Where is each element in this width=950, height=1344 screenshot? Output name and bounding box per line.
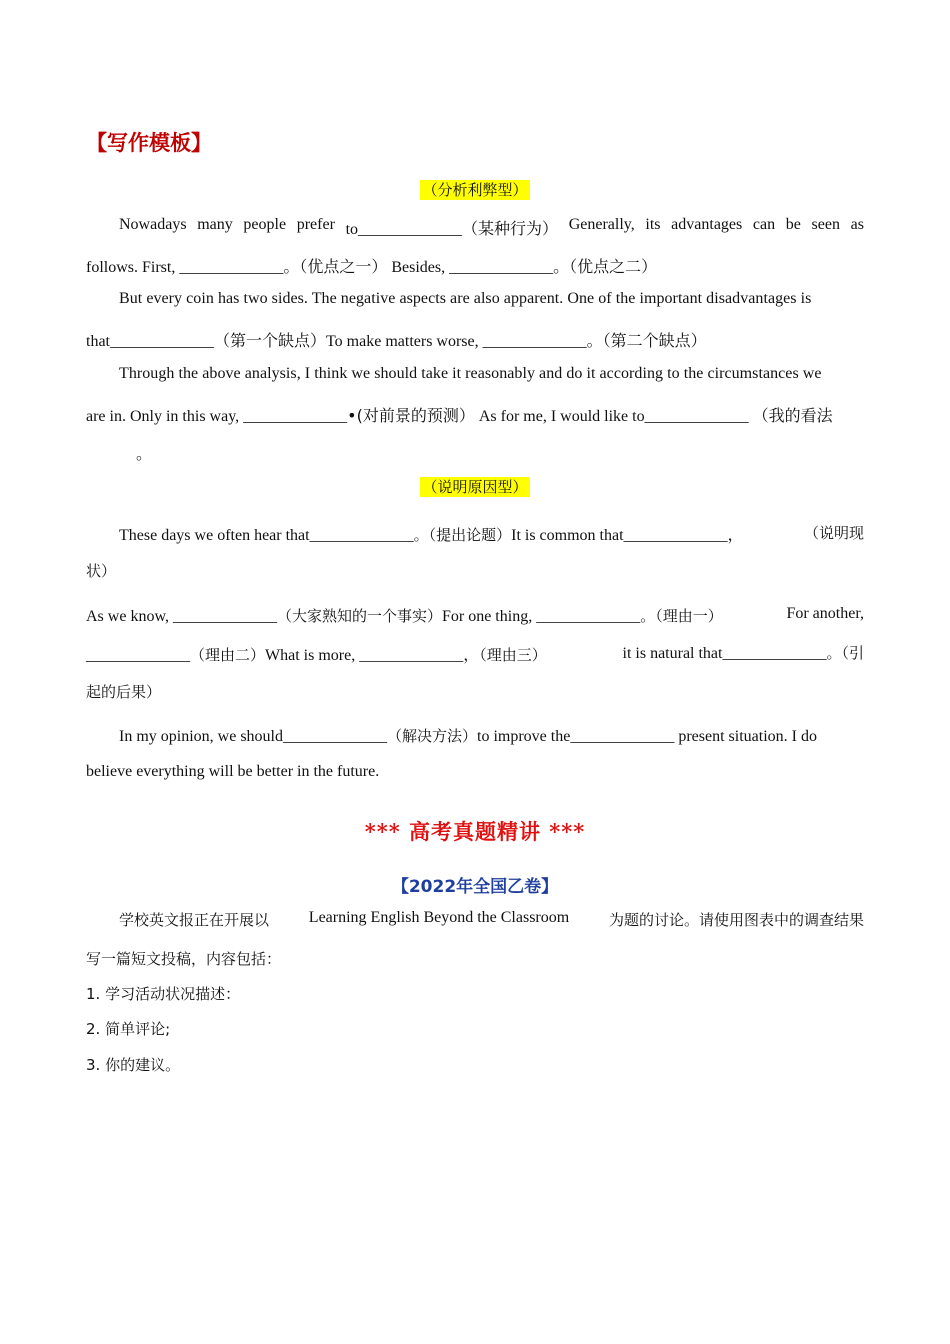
text: are in. Only in this way, _____________ <box>86 408 348 425</box>
type1-label-wrap <box>0 179 950 200</box>
template-heading: 【写作模板】 <box>86 131 212 155</box>
text: 。（理由一） <box>640 607 723 625</box>
text: as <box>850 216 864 233</box>
text: it is natural that_____________ <box>622 645 827 662</box>
task-item-3: 3. 你的建议。 <box>86 1056 181 1074</box>
type1-line-1 <box>119 216 864 239</box>
task-line-1 <box>119 909 864 930</box>
task-line-2: 写一篇短文投稿，内容包括： <box>86 950 282 968</box>
type2-line-4 <box>86 642 864 665</box>
text: （第一个缺点） <box>214 331 327 350</box>
type2-line-2: 状） <box>86 562 117 580</box>
text: 。（提出论题） <box>413 526 512 544</box>
type1-line-7: 。 <box>136 444 153 463</box>
text: •(对前景的预测） <box>347 406 475 425</box>
text: As for me, I would like to_____________ <box>478 408 749 425</box>
text: people <box>243 216 287 233</box>
text: 。（第二个缺点） <box>586 331 707 350</box>
section-title: *** 高考真题精讲 *** <box>364 819 586 844</box>
text: many <box>197 216 233 233</box>
type2-line-5: 起的后果） <box>86 683 162 701</box>
type1-line-2 <box>86 254 657 277</box>
task-item-1: 1. 学习活动状况描述： <box>86 985 241 1003</box>
text: be <box>785 216 801 233</box>
text: that_____________ <box>86 333 214 350</box>
text: （说明现 <box>803 524 864 542</box>
text: Generally, <box>568 216 635 233</box>
type1-label: （分析利弊型） <box>422 181 528 199</box>
text: seen <box>811 216 840 233</box>
type2-label-wrap <box>0 476 950 497</box>
text: （某种行为） <box>462 219 559 238</box>
text: 。（引 <box>826 644 864 662</box>
type1-line-4 <box>86 328 707 351</box>
text: advantages <box>671 216 743 233</box>
year-title: 【2022年全国乙卷】 <box>391 877 559 897</box>
text: （理由二） <box>190 646 266 664</box>
text: 学校英文报正在开展以 <box>119 911 270 929</box>
type2-line-6 <box>119 725 864 746</box>
text: （解决方法） <box>387 727 478 745</box>
text: （理由三） <box>479 646 547 664</box>
text: What is more, _____________， <box>265 647 480 664</box>
text: 为题的讨论。请使用图表中的调查结果 <box>608 911 864 929</box>
type2-line-1 <box>119 522 864 545</box>
type2-label: （说明原因型） <box>422 478 528 496</box>
text: For another, <box>786 605 864 622</box>
text: 。（优点之一） <box>283 257 388 276</box>
text: These days we often hear that_____________ <box>119 527 414 544</box>
text: 。（优点之二） <box>553 257 658 276</box>
text: Nowadays <box>119 216 187 233</box>
type1-line-3: But every coin has two sides. The negative aspects are also apparent. One of the important disadvantages is <box>119 290 812 307</box>
text: follows. First, _____________ <box>86 259 284 276</box>
type2-line-7: believe everything will be better in the future. <box>86 763 380 780</box>
text: its <box>645 216 661 233</box>
text: In my opinion, we should_____________ <box>119 728 387 745</box>
text: can <box>752 216 776 233</box>
text: For one thing, _____________ <box>441 608 641 625</box>
text: Learning English Beyond the Classroom <box>308 909 570 926</box>
text: To make matters worse, _____________ <box>326 333 587 350</box>
text: _____________ <box>86 647 190 664</box>
type1-line-6 <box>86 403 833 426</box>
text: to improve the_____________ present situation. I do <box>477 728 817 745</box>
text: prefer <box>296 216 335 233</box>
text: It is common that_____________， <box>511 527 744 544</box>
text: to_____________ <box>345 221 463 238</box>
text: As we know, _____________ <box>86 608 277 625</box>
type1-line-5: Through the above analysis, I think we should take it reasonably and do it according to the circumstances we <box>119 365 822 382</box>
type2-line-3 <box>86 605 864 626</box>
task-item-2: 2. 简单评论; <box>86 1020 171 1038</box>
text: Besides, _____________ <box>391 259 554 276</box>
text: （我的看法 <box>752 406 833 425</box>
text: （大家熟知的一个事实） <box>276 607 442 625</box>
